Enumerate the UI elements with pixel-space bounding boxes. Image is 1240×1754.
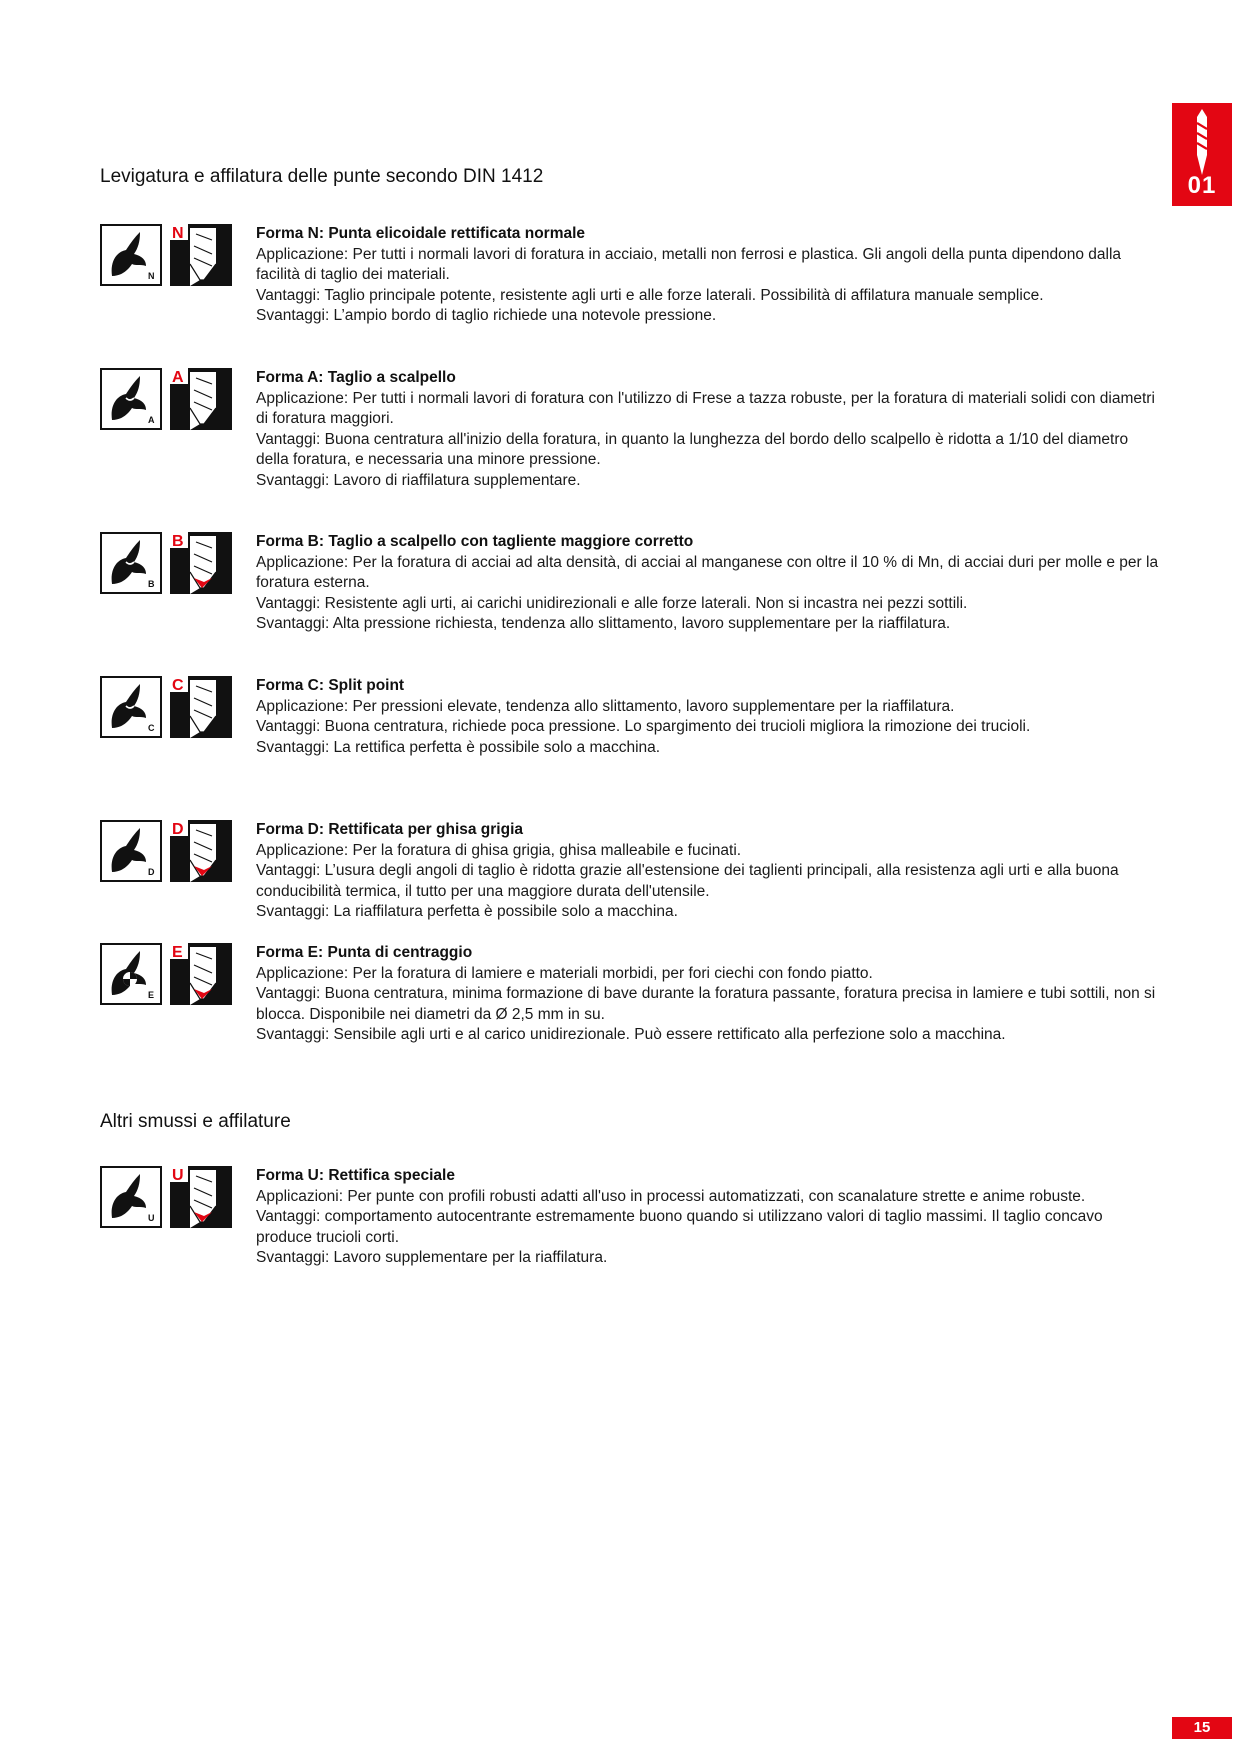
drill-cross-section-icon <box>100 820 162 882</box>
form-disadvantages: Svantaggi: Lavoro di riaffilatura supplementare. <box>256 471 581 489</box>
form-icons <box>100 532 232 594</box>
drill-bit-icon <box>1191 109 1213 175</box>
form-description <box>256 224 1160 327</box>
form-letter-large: U <box>172 1167 184 1184</box>
form-description <box>256 1166 1160 1269</box>
drill-cross-section-icon <box>100 532 162 594</box>
form-letter-large: A <box>172 369 184 386</box>
drill-cross-section-icon <box>100 224 162 286</box>
form-icons <box>100 224 232 286</box>
form-letter-small: B <box>148 579 155 589</box>
drill-tip-icon <box>170 1166 232 1228</box>
form-advantages: Vantaggi: Taglio principale potente, resistente agli urti e alle forze laterali. Possibilità di affilatura manuale semplice. <box>256 286 1044 304</box>
drill-cross-section-icon <box>100 676 162 738</box>
form-icons <box>100 943 232 1005</box>
form-application: Applicazione: Per tutti i normali lavori di foratura con l'utilizzo di Frese a tazza robuste, per la foratura di materiali solidi con diametri di foratura maggiori. <box>256 389 1155 427</box>
drill-tip-icon <box>170 368 232 430</box>
form-description <box>256 368 1160 491</box>
form-letter-small: E <box>148 990 155 1000</box>
form-letter-large: B <box>172 533 184 550</box>
form-title: Forma N: Punta elicoidale rettificata normale <box>256 225 586 242</box>
form-letter-large: D <box>172 821 184 838</box>
drill-tip-icon <box>170 676 232 738</box>
form-application: Applicazione: Per la foratura di lamiere e materiali morbidi, per fori ciechi con fondo piatto. <box>256 964 873 982</box>
form-application: Applicazione: Per la foratura di ghisa grigia, ghisa malleabile e fucinati. <box>256 841 742 859</box>
drill-tip-icon <box>170 820 232 882</box>
page-number: 15 <box>1172 1717 1232 1739</box>
form-icons <box>100 1166 232 1228</box>
form-icons <box>100 820 232 882</box>
form-title: Forma B: Taglio a scalpello con tagliente maggiore corretto <box>256 533 694 550</box>
form-disadvantages: Svantaggi: L’ampio bordo di taglio richiede una notevole pressione. <box>256 307 717 324</box>
form-letter-small: D <box>148 867 155 877</box>
form-application: Applicazione: Per pressioni elevate, tendenza allo slittamento, lavoro supplementare per la riaffilatura. <box>256 697 955 715</box>
form-description <box>256 820 1160 923</box>
form-application: Applicazione: Per la foratura di acciai ad alta densità, di acciai al manganese con oltre il 10 % di Mn, di acciai duri per molle e per la foratura esterna. <box>256 553 1159 591</box>
form-application: Applicazioni: Per punte con profili robusti adatti all'uso in processi automatizzati, con scanalature strette e anime robuste. <box>256 1187 1086 1205</box>
drill-tip-icon <box>170 532 232 594</box>
form-letter-large: C <box>172 677 184 694</box>
chapter-number: 01 <box>1187 172 1217 199</box>
form-advantages: Vantaggi: Resistente agli urti, ai carichi unidirezionali e alle forze laterali. Non si incastra nei pezzi sottili. <box>256 594 968 612</box>
form-icons <box>100 368 232 430</box>
form-application: Applicazione: Per tutti i normali lavori di foratura in acciaio, metalli non ferrosi e plastica. Gli angoli della punta dipendono dalla facilità di taglio dei materiali. <box>256 245 1122 283</box>
form-letter-small: N <box>148 271 155 281</box>
form-letter-large: E <box>172 944 183 961</box>
drill-tip-icon <box>170 224 232 286</box>
form-title: Forma E: Punta di centraggio <box>256 944 473 961</box>
form-advantages: Vantaggi: comportamento autocentrante estremamente buono quando si utilizzano valori di taglio massimi. Il taglio concavo produce trucioli corti. <box>256 1208 1103 1246</box>
form-description <box>256 532 1160 635</box>
form-title: Forma C: Split point <box>256 677 405 694</box>
form-letter-small: C <box>148 723 155 733</box>
form-advantages: Vantaggi: Buona centratura, minima formazione di bave durante la foratura passante, foratura precisa in lamiere e tubi sottili, non si blocca. Disponibile nei diametri da Ø 2,5 mm in su. <box>256 985 1156 1023</box>
section-heading-altri: Altri smussi e affilature <box>100 1111 291 1132</box>
form-disadvantages: Svantaggi: Sensibile agli urti e al carico unidirezionale. Può essere rettificato alla perfezione solo a macchina. <box>256 1026 1006 1043</box>
form-description <box>256 943 1160 1046</box>
section-heading-din1412: Levigatura e affilatura delle punte secondo DIN 1412 <box>100 166 544 187</box>
drill-cross-section-icon <box>100 943 162 1005</box>
form-icons <box>100 676 232 738</box>
form-title: Forma D: Rettificata per ghisa grigia <box>256 821 523 838</box>
form-letter-small: U <box>148 1213 155 1223</box>
drill-tip-icon <box>170 943 232 1005</box>
form-letter-large: N <box>172 225 184 242</box>
form-disadvantages: Svantaggi: La riaffilatura perfetta è possibile solo a macchina. <box>256 903 678 920</box>
form-disadvantages: Svantaggi: Alta pressione richiesta, tendenza allo slittamento, lavoro supplementare per la riaffilatura. <box>256 615 951 632</box>
form-letter-small: A <box>148 415 155 425</box>
drill-cross-section-icon <box>100 368 162 430</box>
form-title: Forma U: Rettifica speciale <box>256 1167 455 1184</box>
form-description <box>256 676 1160 758</box>
form-title: Forma A: Taglio a scalpello <box>256 369 456 386</box>
form-advantages: Vantaggi: L’usura degli angoli di taglio è ridotta grazie all'estensione dei taglienti principali, alla resistenza agli urti e alla buona conducibilità termica, il tutto per una maggiore durata dell'utensile. <box>256 862 1119 900</box>
form-advantages: Vantaggi: Buona centratura all'inizio della foratura, in quanto la lunghezza del bordo dello scalpello è ridotta a 1/10 del diametro della foratura, e necessaria una minore pressione. <box>256 430 1129 468</box>
form-disadvantages: Svantaggi: La rettifica perfetta è possibile solo a macchina. <box>256 738 661 756</box>
drill-cross-section-icon <box>100 1166 162 1228</box>
chapter-tab <box>1172 103 1232 206</box>
form-disadvantages: Svantaggi: Lavoro supplementare per la riaffilatura. <box>256 1249 608 1266</box>
form-advantages: Vantaggi: Buona centratura, richiede poca pressione. Lo spargimento dei trucioli migliora la rimozione dei trucioli. <box>256 718 1031 735</box>
